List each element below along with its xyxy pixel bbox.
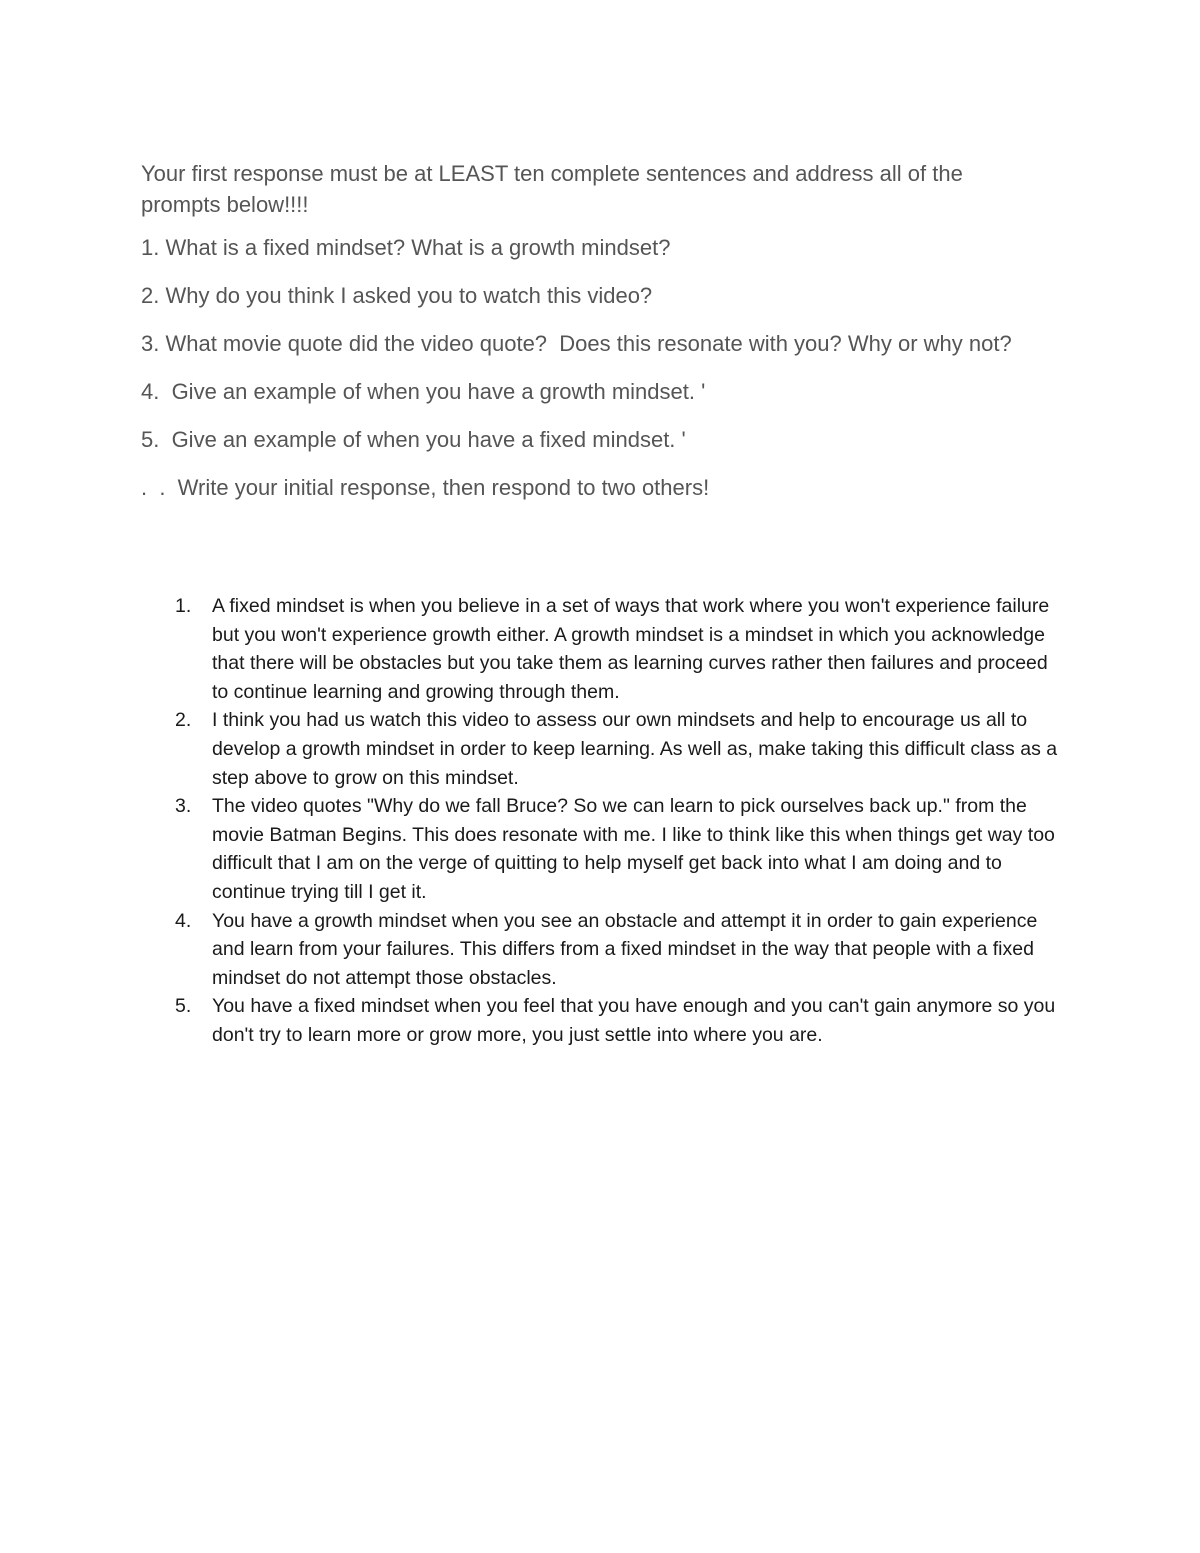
answer-text: A fixed mindset is when you believe in a set of ways that work where you won't experience failure but you won't experience growth either. A growth mindset is a mindset in which you acknowledge that there will be obstacles but you take them as learning curves rather then failures and proceed to continue learning and growing through them. bbox=[212, 595, 1050, 703]
prompt-instruction: . . Write your initial response, then respond to two others! bbox=[141, 475, 710, 500]
answer-item-1 bbox=[141, 592, 1061, 706]
prompt-5: 5. Give an example of when you have a fixed mindset. ' bbox=[141, 427, 686, 452]
answer-text: The video quotes "Why do we fall Bruce? So we can learn to pick ourselves back up." from the movie Batman Begins. This does resonate with me. I like to think like this when things get way too difficult that I am on the verge of quitting to help myself get back into what I am doing and to continue trying till I get it. bbox=[212, 795, 1055, 903]
answer-text: I think you had us watch this video to assess our own mindsets and help to encourage us all to develop a growth mindset in order to keep learning. As well as, make taking this difficult class as a step above to grow on this mindset. bbox=[212, 709, 1058, 789]
prompt-1: 1. What is a fixed mindset? What is a growth mindset? bbox=[141, 235, 671, 260]
prompt-2: 2. Why do you think I asked you to watch this video? bbox=[141, 283, 653, 308]
answer-number: 5. bbox=[175, 995, 192, 1018]
answer-text: You have a growth mindset when you see an obstacle and attempt it in order to gain experience and learn from your failures. This differs from a fixed mindset in the way that people with a fixed mindset do not attempt those obstacles. bbox=[212, 909, 1038, 989]
answer-number: 3. bbox=[175, 795, 192, 818]
answer-number: 1. bbox=[175, 595, 192, 617]
answer-number: 4. bbox=[175, 909, 192, 932]
answer-item-3 bbox=[141, 792, 1061, 906]
prompt-4: 4. Give an example of when you have a growth mindset. ' bbox=[141, 379, 706, 404]
prompt-3: 3. What movie quote did the video quote? Does this resonate with you? Why or why not? bbox=[141, 331, 1012, 356]
answer-number: 2. bbox=[175, 709, 192, 732]
answer-item-4 bbox=[141, 907, 1061, 993]
answer-text: You have a fixed mindset when you feel that you have enough and you can't gain anymore so you don't try to learn more or grow more, you just settle into where you are. bbox=[212, 995, 1056, 1046]
assignment-intro: Your first response must be at LEAST ten complete sentences and address all of the prompts below!!!! bbox=[141, 161, 963, 217]
answer-list bbox=[141, 592, 1061, 1050]
assignment-prompts bbox=[141, 158, 1041, 520]
answer-item-5 bbox=[141, 992, 1061, 1049]
answer-item-2 bbox=[141, 706, 1061, 792]
